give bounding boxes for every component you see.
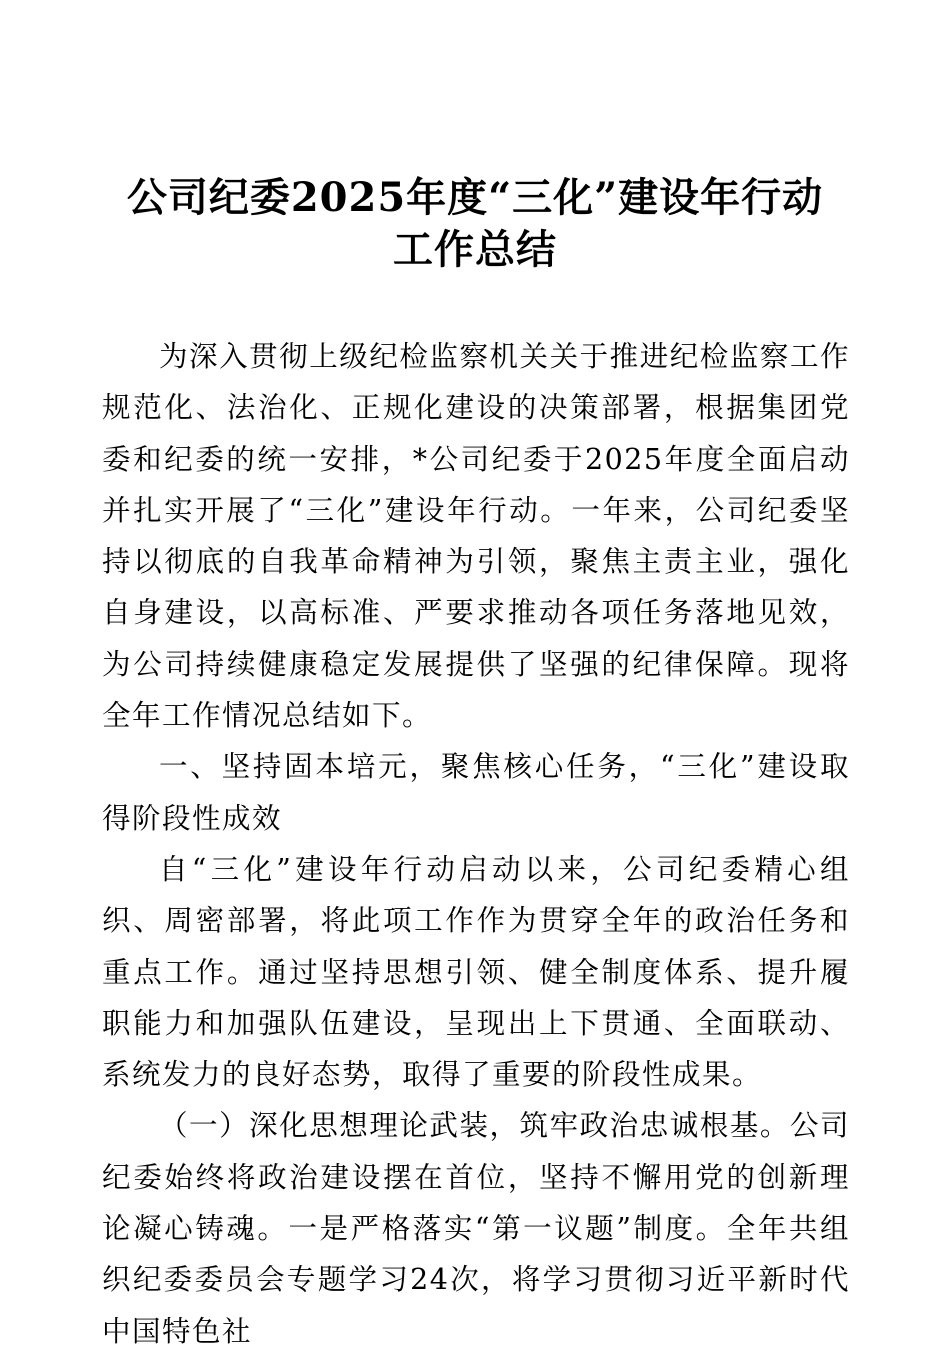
section-heading-1: 一、坚持固本培元，聚焦核心任务，“三化”建设取得阶段性成效	[102, 750, 850, 835]
paragraph-section-1: 自“三化”建设年行动启动以来，公司纪委精心组织、周密部署，将此项工作作为贯穿全年的政治任务和重点工作。通过坚持思想引领、健全制度体系、提升履职能力和加强队伍建设，呈现出上下贯通、全面联动、系统发力的良好态势，取得了重要的阶段性成果。	[102, 852, 850, 1092]
document-body	[102, 331, 850, 1357]
document-title-line-2: 工作总结	[393, 226, 557, 273]
paragraph-subsection-1: （一）深化思想理论武装，筑牢政治忠诚根基。公司纪委始终将政治建设摆在首位，坚持不懈用党的创新理论凝心铸魂。一是严格落实“第一议题”制度。全年共组织纪委委员会专题学习24次，将学习贯彻习近平新时代中国特色社	[102, 1109, 850, 1348]
document-title-line-1: 公司纪委2025年度“三化”建设年行动	[126, 174, 824, 221]
paragraph-intro: 为深入贯彻上级纪检监察机关关于推进纪检监察工作规范化、法治化、正规化建设的决策部署，根据集团党委和纪委的统一安排，*公司纪委于2025年度全面启动并扎实开展了“三化”建设年行动。一年来，公司纪委坚持以彻底的自我革命精神为引领，聚焦主责主业，强化自身建设，以高标准、严要求推动各项任务落地见效，为公司持续健康稳定发展提供了坚强的纪律保障。现将全年工作情况总结如下。	[102, 340, 850, 733]
